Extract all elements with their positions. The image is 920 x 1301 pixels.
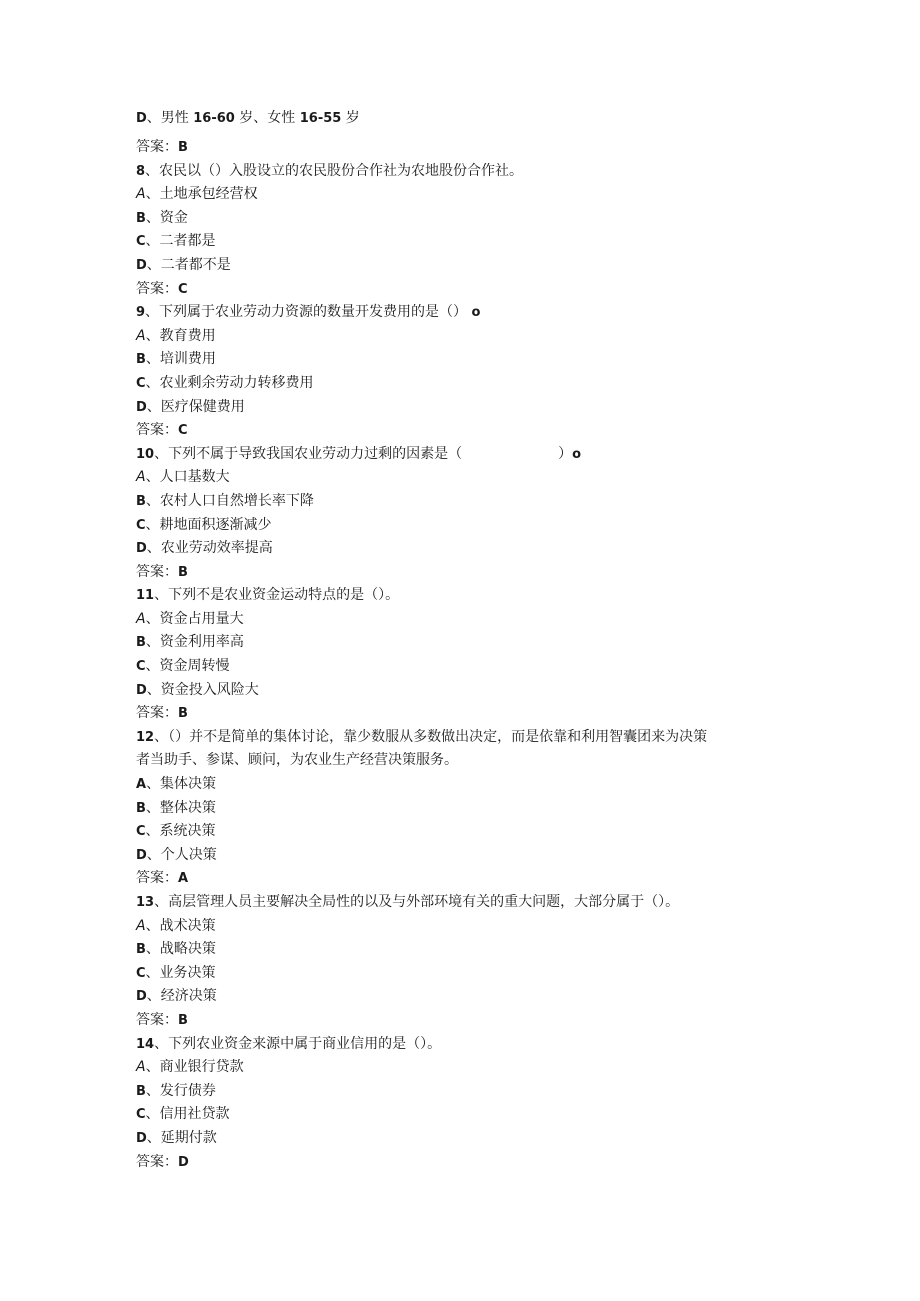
q12-question-cont: 者当助手、参谋、顾问，为农业生产经营决策服务。 <box>136 752 458 769</box>
q8-option-c: C、二者都是 <box>136 233 216 250</box>
question-list <box>136 106 796 1174</box>
q14-option-b: B、发行债券 <box>136 1082 216 1099</box>
q12-question: 12、（）并不是简单的集体讨论，靠少数服从多数做出决定，而是依靠和利用智囊团来为决策 <box>136 728 708 745</box>
q7-option-d: D、男性 16-60 岁、女性 16-55 岁 <box>136 110 360 126</box>
q14-question: 14、下列农业资金来源中属于商业信用的是（）。 <box>136 1035 442 1052</box>
q8-option-b: B、资金 <box>136 209 188 226</box>
q12-option-d: D、个人决策 <box>136 846 217 863</box>
q10-option-d: D、农业劳动效率提高 <box>136 540 273 557</box>
q14-option-c: C、信用社贷款 <box>136 1106 230 1123</box>
q7-answer: 答案：B <box>136 139 188 155</box>
q9-option-c: C、农业剩余劳动力转移费用 <box>136 374 314 391</box>
q8-option-a: A、土地承包经营权 <box>136 186 258 203</box>
q11-question: 11、下列不是农业资金运动特点的是（）。 <box>136 587 400 604</box>
q11-option-a: A、资金占用量大 <box>136 610 244 627</box>
q10-option-c: C、耕地面积逐渐减少 <box>136 516 272 533</box>
q10-option-a: A、人口基数大 <box>136 469 230 486</box>
q13-option-a: A、战术决策 <box>136 917 216 934</box>
q14-answer: 答案：D <box>136 1153 189 1170</box>
q12-answer: 答案：A <box>136 870 189 887</box>
q12-option-c: C、系统决策 <box>136 823 216 840</box>
q11-answer: 答案：B <box>136 705 188 722</box>
q13-option-d: D、经济决策 <box>136 988 217 1005</box>
q9-question: 9、下列属于农业劳动力资源的数量开发费用的是（） o <box>136 304 481 321</box>
q9-option-a: A、教育费用 <box>136 327 216 344</box>
q10-answer: 答案：B <box>136 563 188 580</box>
q13-answer: 答案：B <box>136 1011 188 1028</box>
q9-option-b: B、培训费用 <box>136 351 216 368</box>
q13-question: 13、高层管理人员主要解决全局性的以及与外部环境有关的重大问题，大部分属于（）。 <box>136 894 680 910</box>
q9-option-d: D、医疗保健费用 <box>136 398 245 415</box>
q8-answer: 答案：C <box>136 280 188 297</box>
q11-option-d: D、资金投入风险大 <box>136 681 259 698</box>
q11-option-b: B、资金利用率高 <box>136 634 244 651</box>
q12-option-b: B、整体决策 <box>136 799 216 816</box>
q12-option-a: A、集体决策 <box>136 776 217 793</box>
q14-option-d: D、延期付款 <box>136 1129 217 1146</box>
q8-option-d: D、二者都不是 <box>136 256 231 273</box>
q11-option-c: C、资金周转慢 <box>136 658 230 675</box>
q13-option-b: B、战略决策 <box>136 941 216 958</box>
q8-question: 8、农民以（）入股设立的农民股份合作社为农地股份合作社。 <box>136 162 524 179</box>
q9-answer: 答案：C <box>136 422 188 439</box>
q10-question: 10、下列不属于导致我国农业劳动力过剩的因素是（ ）o <box>136 445 582 462</box>
q14-option-a: A、商业银行贷款 <box>136 1059 244 1076</box>
q10-option-b: B、农村人口自然增长率下降 <box>136 492 314 509</box>
q13-option-c: C、业务决策 <box>136 964 216 981</box>
